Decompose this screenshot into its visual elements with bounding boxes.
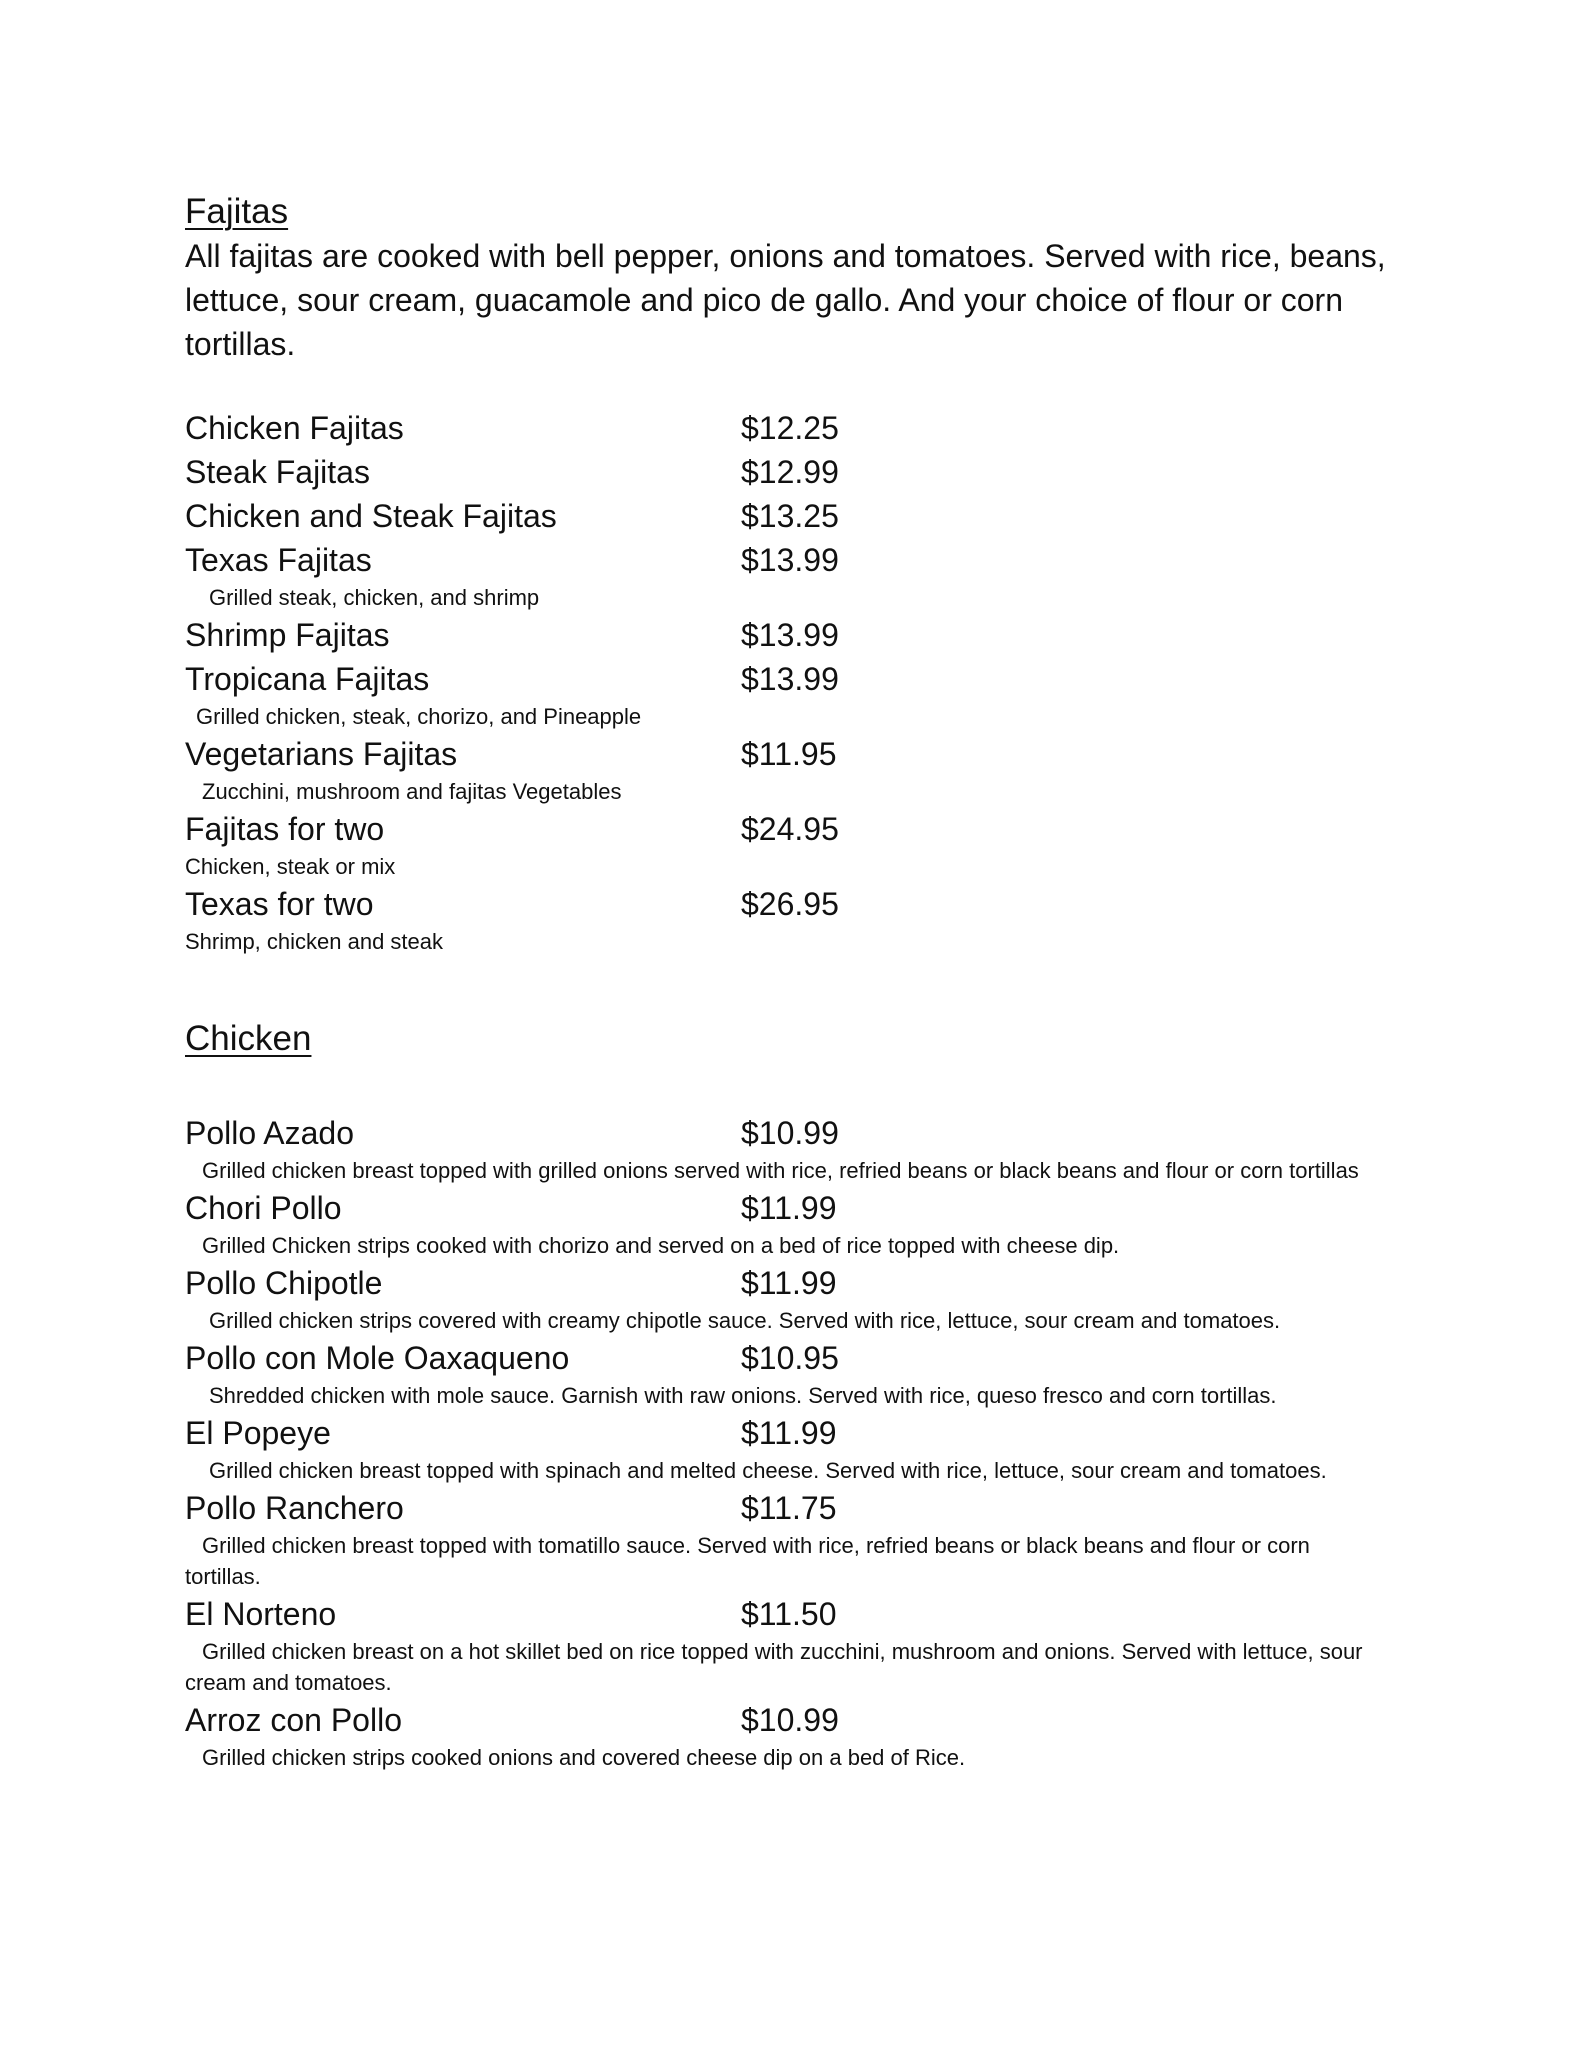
item-price: $11.75: [741, 1490, 837, 1526]
menu-item: [185, 1411, 1405, 1455]
fajitas-section-title: Fajitas: [185, 192, 289, 231]
item-price: $10.99: [741, 1702, 839, 1738]
item-price: $24.95: [741, 811, 839, 847]
item-price: $12.25: [741, 410, 839, 446]
menu-item: [185, 494, 1405, 538]
item-price: $11.99: [741, 1415, 837, 1451]
item-description: Grilled chicken breast topped with spinach and melted cheese. Served with rice, lettuce, sour cream and tomatoes.: [209, 1458, 1327, 1483]
item-description: Grilled steak, chicken, and shrimp: [209, 585, 540, 610]
menu-item: [185, 1336, 1405, 1380]
item-price: $11.95: [741, 736, 837, 772]
menu-item: [185, 882, 1405, 926]
item-description: Grilled chicken strips cooked onions and covered cheese dip on a bed of Rice.: [202, 1745, 966, 1770]
menu-item: [185, 1698, 1405, 1742]
item-name: Pollo Ranchero: [185, 1490, 404, 1526]
item-price: $26.95: [741, 886, 839, 922]
item-price: $10.95: [741, 1340, 839, 1376]
menu-item: [185, 450, 1405, 494]
item-name: Pollo Chipotle: [185, 1265, 383, 1301]
menu-item: [185, 1111, 1405, 1155]
item-price: $11.99: [741, 1265, 837, 1301]
item-name: Tropicana Fajitas: [185, 661, 430, 697]
item-description: Grilled chicken breast topped with tomatillo sauce. Served with rice, refried beans or black beans and flour or corn tortillas.: [185, 1533, 1310, 1589]
item-name: El Norteno: [185, 1596, 337, 1632]
item-price: $13.99: [741, 617, 839, 653]
item-name: Texas for two: [185, 886, 374, 922]
item-name: Chicken Fajitas: [185, 410, 404, 446]
item-description: Zucchini, mushroom and fajitas Vegetables: [202, 779, 622, 804]
menu-item: [185, 1486, 1405, 1530]
menu-item: [185, 732, 1405, 776]
chicken-section-title: Chicken: [185, 1019, 312, 1058]
item-name: Shrimp Fajitas: [185, 617, 390, 653]
item-description: Shredded chicken with mole sauce. Garnish with raw onions. Served with rice, queso fresco and corn tortillas.: [209, 1383, 1277, 1408]
item-name: El Popeye: [185, 1415, 331, 1451]
item-description: Grilled chicken strips covered with creamy chipotle sauce. Served with rice, lettuce, sour cream and tomatoes.: [209, 1308, 1281, 1333]
item-price: $12.99: [741, 454, 839, 490]
fajitas-intro: All fajitas are cooked with bell pepper, onions and tomatoes. Served with rice, beans, lettuce, sour cream, guacamole and pico de gallo. And your choice of flour or corn tortillas.: [185, 238, 1386, 362]
item-price: $13.99: [741, 542, 839, 578]
menu-item: [185, 1592, 1405, 1636]
item-description: Chicken, steak or mix: [185, 854, 396, 879]
item-name: Fajitas for two: [185, 811, 385, 847]
spacer: [185, 957, 1405, 1017]
item-description: Grilled chicken breast on a hot skillet bed on rice topped with zucchini, mushroom and onions. Served with lettuce, sour cream and tomatoes.: [185, 1639, 1363, 1695]
chicken-list: [185, 1111, 1405, 1773]
menu-item: [185, 406, 1405, 450]
item-price: $13.25: [741, 498, 839, 534]
menu-item: [185, 807, 1405, 851]
item-description: Shrimp, chicken and steak: [185, 929, 444, 954]
spacer: [185, 366, 1405, 406]
item-price: $11.99: [741, 1190, 837, 1226]
item-price: $10.99: [741, 1115, 839, 1151]
item-name: Chori Pollo: [185, 1190, 342, 1226]
item-price: $13.99: [741, 661, 839, 697]
menu-item: [185, 538, 1405, 582]
fajitas-list: [185, 406, 1405, 957]
item-name: Arroz con Pollo: [185, 1702, 402, 1738]
item-description: Grilled chicken, steak, chorizo, and Pineapple: [196, 704, 642, 729]
item-name: Chicken and Steak Fajitas: [185, 498, 557, 534]
item-name: Texas Fajitas: [185, 542, 372, 578]
item-description: Grilled chicken breast topped with grilled onions served with rice, refried beans or black beans and flour or corn tortillas: [202, 1158, 1359, 1183]
spacer: [185, 1061, 1405, 1111]
menu-page: [185, 190, 1405, 1773]
item-name: Vegetarians Fajitas: [185, 736, 458, 772]
item-name: Pollo Azado: [185, 1115, 355, 1151]
menu-item: [185, 1261, 1405, 1305]
item-name: Pollo con Mole Oaxaqueno: [185, 1340, 570, 1376]
menu-item: [185, 613, 1405, 657]
menu-item: [185, 657, 1405, 701]
menu-item: [185, 1186, 1405, 1230]
item-price: $11.50: [741, 1596, 837, 1632]
item-description: Grilled Chicken strips cooked with chorizo and served on a bed of rice topped with cheese dip.: [202, 1233, 1120, 1258]
item-name: Steak Fajitas: [185, 454, 370, 490]
